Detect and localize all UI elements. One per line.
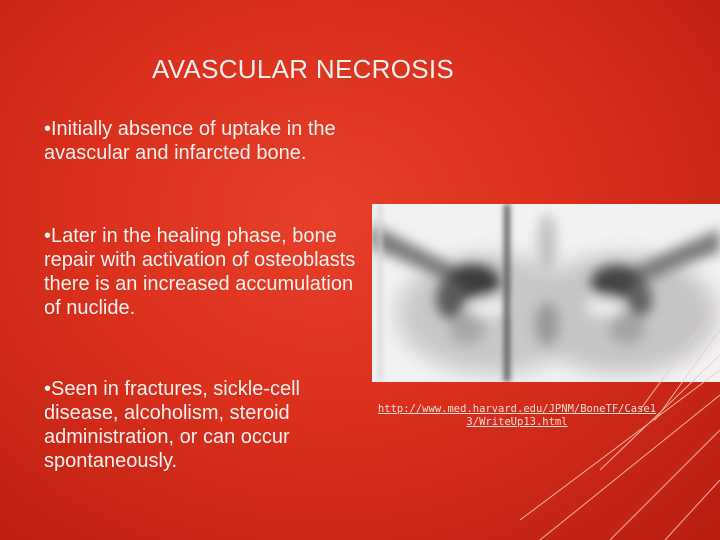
bullet-healing-phase: •Later in the healing phase, bone repair with activation of osteoblasts there is an increased accumulation of nuclide. [44,225,356,319]
bullet-causes: •Seen in fractures, sickle-cell disease, alcoholism, steroid administration, or can occur spontaneously. [44,378,300,472]
bullet-initial-absence: •Initially absence of uptake in the avascular and infarcted bone. [44,118,336,164]
source-link[interactable]: http://www.med.harvard.edu/JPNM/BoneTF/Case13/WriteUp13.html [377,403,657,428]
page-title: AVASCULAR NECROSIS [152,54,455,84]
bone-scan-image [372,204,720,382]
